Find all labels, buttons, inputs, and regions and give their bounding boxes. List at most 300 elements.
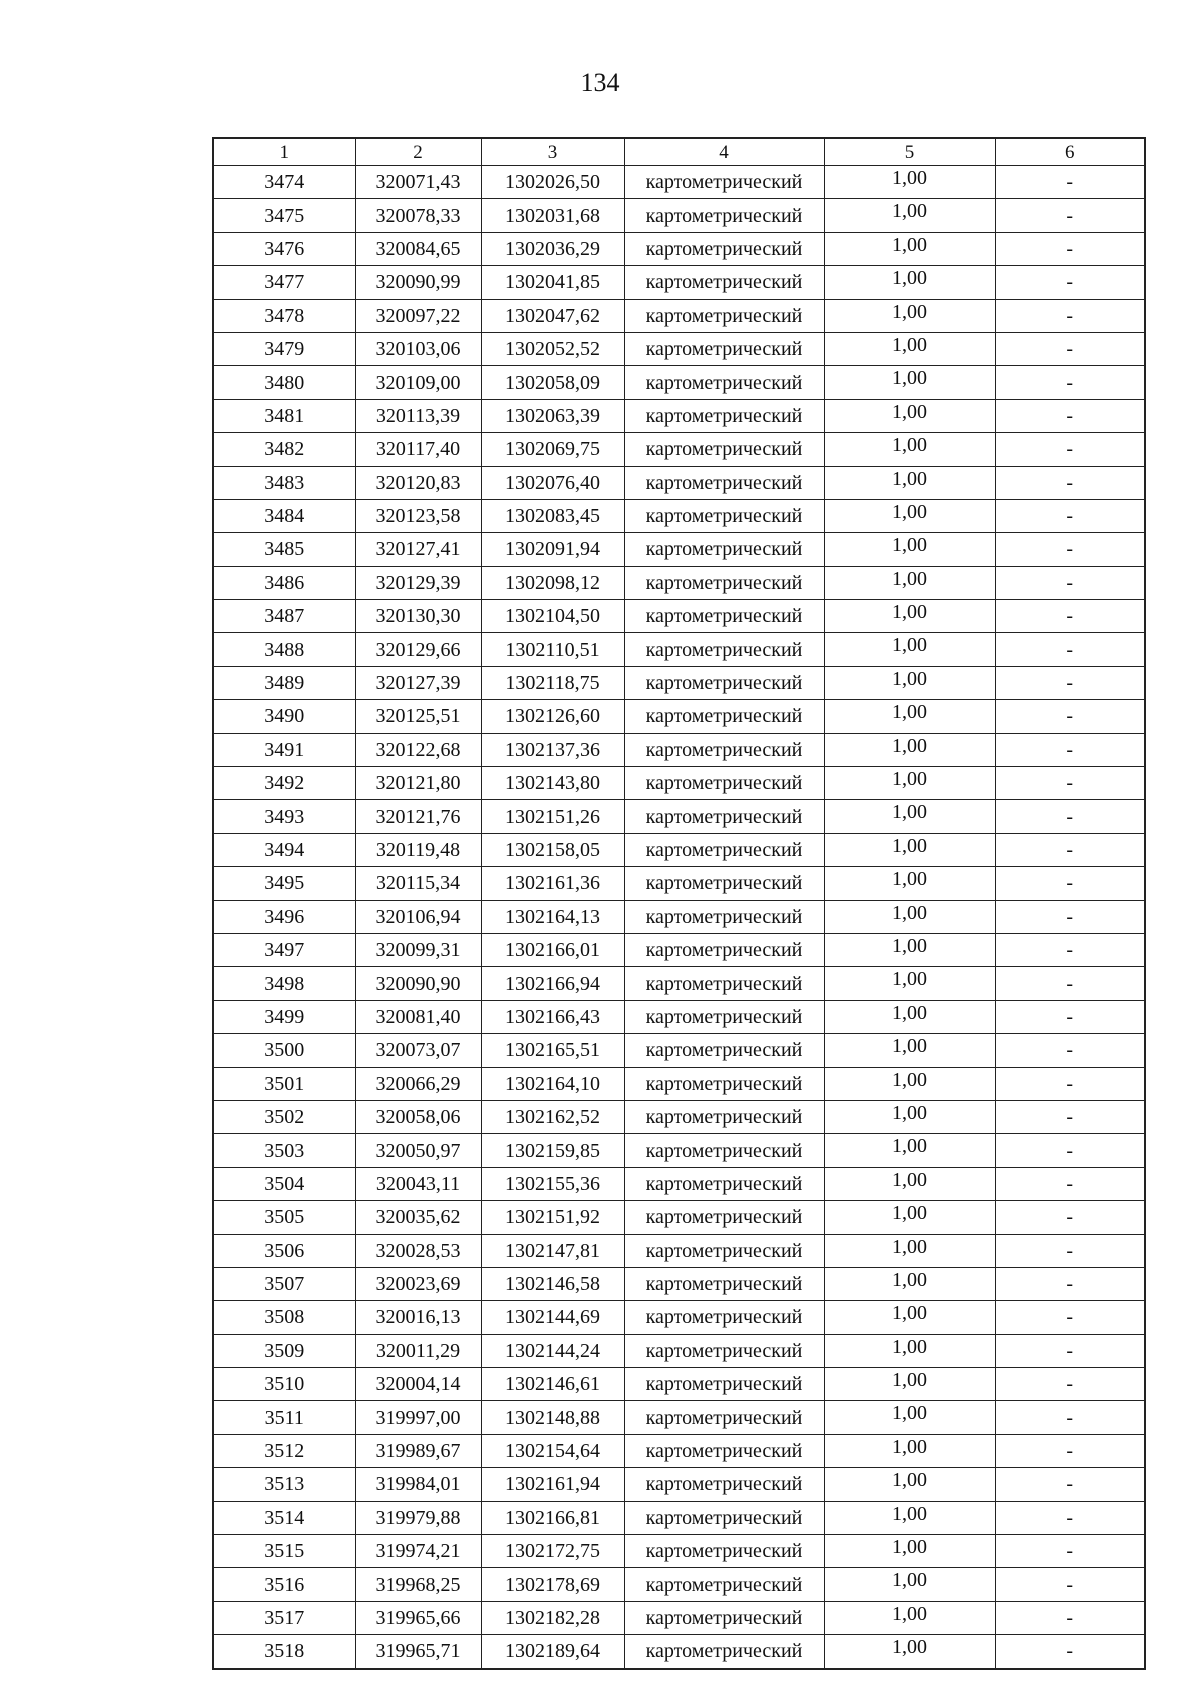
- table-row: [213, 566, 1145, 599]
- table-row: [213, 666, 1145, 699]
- cell-x-coordinate: 320090,90: [355, 967, 481, 1000]
- cell-x-coordinate: 320004,14: [355, 1368, 481, 1401]
- cell-y-coordinate: 1302164,10: [481, 1067, 624, 1100]
- cell-method: картометрический: [624, 733, 824, 766]
- cell-y-coordinate: 1302031,68: [481, 199, 624, 232]
- cell-method: картометрический: [624, 1501, 824, 1534]
- cell-point-number: 3485: [213, 533, 355, 566]
- cell-precision: 1,00: [824, 533, 995, 566]
- cell-y-coordinate: 1302151,26: [481, 800, 624, 833]
- cell-note: -: [995, 566, 1145, 599]
- cell-point-number: 3480: [213, 366, 355, 399]
- cell-y-coordinate: 1302063,39: [481, 399, 624, 432]
- cell-x-coordinate: 320123,58: [355, 499, 481, 532]
- cell-note: -: [995, 1134, 1145, 1167]
- cell-x-coordinate: 320081,40: [355, 1000, 481, 1033]
- table-row: [213, 232, 1145, 265]
- cell-x-coordinate: 320078,33: [355, 199, 481, 232]
- table-row: [213, 332, 1145, 365]
- cell-method: картометрический: [624, 1000, 824, 1033]
- cell-point-number: 3490: [213, 700, 355, 733]
- cell-point-number: 3496: [213, 900, 355, 933]
- cell-y-coordinate: 1302069,75: [481, 433, 624, 466]
- cell-note: -: [995, 1201, 1145, 1234]
- cell-precision: 1,00: [824, 366, 995, 399]
- cell-note: -: [995, 833, 1145, 866]
- cell-point-number: 3491: [213, 733, 355, 766]
- cell-y-coordinate: 1302151,92: [481, 1201, 624, 1234]
- cell-y-coordinate: 1302026,50: [481, 166, 624, 199]
- cell-precision: 1,00: [824, 767, 995, 800]
- cell-x-coordinate: 320023,69: [355, 1267, 481, 1300]
- cell-y-coordinate: 1302166,94: [481, 967, 624, 1000]
- cell-y-coordinate: 1302144,69: [481, 1301, 624, 1334]
- cell-point-number: 3502: [213, 1100, 355, 1133]
- cell-note: -: [995, 1067, 1145, 1100]
- table-row: [213, 600, 1145, 633]
- cell-note: -: [995, 767, 1145, 800]
- cell-point-number: 3498: [213, 967, 355, 1000]
- cell-precision: 1,00: [824, 1134, 995, 1167]
- table-row: [213, 399, 1145, 432]
- cell-precision: 1,00: [824, 499, 995, 532]
- header-cell-1: 1: [213, 138, 355, 166]
- table-row: [213, 1434, 1145, 1467]
- cell-y-coordinate: 1302166,81: [481, 1501, 624, 1534]
- table-row: [213, 1401, 1145, 1434]
- cell-y-coordinate: 1302164,13: [481, 900, 624, 933]
- cell-precision: 1,00: [824, 600, 995, 633]
- table-row: [213, 700, 1145, 733]
- cell-method: картометрический: [624, 1134, 824, 1167]
- cell-point-number: 3476: [213, 232, 355, 265]
- cell-x-coordinate: 320035,62: [355, 1201, 481, 1234]
- cell-x-coordinate: 320016,13: [355, 1301, 481, 1334]
- cell-y-coordinate: 1302161,36: [481, 867, 624, 900]
- cell-y-coordinate: 1302083,45: [481, 499, 624, 532]
- cell-point-number: 3511: [213, 1401, 355, 1434]
- cell-note: -: [995, 533, 1145, 566]
- table-header: [213, 138, 1145, 166]
- cell-point-number: 3484: [213, 499, 355, 532]
- cell-precision: 1,00: [824, 967, 995, 1000]
- cell-precision: 1,00: [824, 199, 995, 232]
- cell-x-coordinate: 320106,94: [355, 900, 481, 933]
- cell-note: -: [995, 499, 1145, 532]
- cell-method: картометрический: [624, 466, 824, 499]
- cell-precision: 1,00: [824, 266, 995, 299]
- cell-precision: 1,00: [824, 1000, 995, 1033]
- cell-note: -: [995, 1368, 1145, 1401]
- table-row: [213, 1234, 1145, 1267]
- table-row: [213, 767, 1145, 800]
- cell-precision: 1,00: [824, 332, 995, 365]
- cell-method: картометрический: [624, 1034, 824, 1067]
- table-row: [213, 466, 1145, 499]
- cell-y-coordinate: 1302047,62: [481, 299, 624, 332]
- cell-point-number: 3492: [213, 767, 355, 800]
- cell-point-number: 3497: [213, 933, 355, 966]
- cell-method: картометрический: [624, 232, 824, 265]
- table-row: [213, 1368, 1145, 1401]
- cell-note: -: [995, 1301, 1145, 1334]
- cell-note: -: [995, 1468, 1145, 1501]
- cell-method: картометрический: [624, 1568, 824, 1601]
- cell-point-number: 3503: [213, 1134, 355, 1167]
- cell-precision: 1,00: [824, 1301, 995, 1334]
- cell-point-number: 3479: [213, 332, 355, 365]
- cell-method: картометрический: [624, 433, 824, 466]
- cell-point-number: 3513: [213, 1468, 355, 1501]
- cell-y-coordinate: 1302189,64: [481, 1635, 624, 1669]
- cell-method: картометрический: [624, 933, 824, 966]
- cell-precision: 1,00: [824, 1535, 995, 1568]
- cell-method: картометрический: [624, 266, 824, 299]
- cell-point-number: 3499: [213, 1000, 355, 1033]
- cell-x-coordinate: 319965,71: [355, 1635, 481, 1669]
- cell-method: картометрический: [624, 800, 824, 833]
- cell-note: -: [995, 633, 1145, 666]
- cell-note: -: [995, 1535, 1145, 1568]
- cell-x-coordinate: 320028,53: [355, 1234, 481, 1267]
- cell-precision: 1,00: [824, 299, 995, 332]
- cell-x-coordinate: 320122,68: [355, 733, 481, 766]
- cell-y-coordinate: 1302137,36: [481, 733, 624, 766]
- header-cell-5: 5: [824, 138, 995, 166]
- page-number: 134: [580, 68, 620, 97]
- cell-note: -: [995, 867, 1145, 900]
- table-row: [213, 1201, 1145, 1234]
- cell-x-coordinate: 319989,67: [355, 1434, 481, 1467]
- cell-y-coordinate: 1302091,94: [481, 533, 624, 566]
- cell-x-coordinate: 319968,25: [355, 1568, 481, 1601]
- cell-x-coordinate: 320125,51: [355, 700, 481, 733]
- cell-point-number: 3512: [213, 1434, 355, 1467]
- cell-point-number: 3494: [213, 833, 355, 866]
- cell-precision: 1,00: [824, 566, 995, 599]
- cell-point-number: 3477: [213, 266, 355, 299]
- cell-note: -: [995, 1334, 1145, 1367]
- cell-method: картометрический: [624, 1401, 824, 1434]
- cell-precision: 1,00: [824, 666, 995, 699]
- cell-note: -: [995, 433, 1145, 466]
- table-row: [213, 867, 1145, 900]
- cell-y-coordinate: 1302058,09: [481, 366, 624, 399]
- table-row: [213, 1568, 1145, 1601]
- cell-point-number: 3507: [213, 1267, 355, 1300]
- header-cell-6: 6: [995, 138, 1145, 166]
- cell-note: -: [995, 1034, 1145, 1067]
- cell-y-coordinate: 1302146,58: [481, 1267, 624, 1300]
- cell-method: картометрический: [624, 1201, 824, 1234]
- cell-y-coordinate: 1302143,80: [481, 767, 624, 800]
- cell-point-number: 3478: [213, 299, 355, 332]
- cell-x-coordinate: 320097,22: [355, 299, 481, 332]
- table-row: [213, 1635, 1145, 1669]
- cell-y-coordinate: 1302098,12: [481, 566, 624, 599]
- cell-y-coordinate: 1302159,85: [481, 1134, 624, 1167]
- cell-precision: 1,00: [824, 1034, 995, 1067]
- cell-precision: 1,00: [824, 1368, 995, 1401]
- table-row: [213, 833, 1145, 866]
- cell-precision: 1,00: [824, 867, 995, 900]
- table-row: [213, 900, 1145, 933]
- cell-x-coordinate: 320071,43: [355, 166, 481, 199]
- cell-method: картометрический: [624, 399, 824, 432]
- cell-note: -: [995, 1267, 1145, 1300]
- cell-y-coordinate: 1302178,69: [481, 1568, 624, 1601]
- cell-point-number: 3483: [213, 466, 355, 499]
- cell-precision: 1,00: [824, 833, 995, 866]
- cell-x-coordinate: 320099,31: [355, 933, 481, 966]
- cell-note: -: [995, 1167, 1145, 1200]
- cell-y-coordinate: 1302146,61: [481, 1368, 624, 1401]
- cell-precision: 1,00: [824, 633, 995, 666]
- cell-precision: 1,00: [824, 733, 995, 766]
- cell-x-coordinate: 320127,39: [355, 666, 481, 699]
- cell-y-coordinate: 1302166,01: [481, 933, 624, 966]
- cell-precision: 1,00: [824, 166, 995, 199]
- cell-precision: 1,00: [824, 399, 995, 432]
- cell-precision: 1,00: [824, 1434, 995, 1467]
- table-row: [213, 199, 1145, 232]
- cell-method: картометрический: [624, 1601, 824, 1634]
- cell-y-coordinate: 1302162,52: [481, 1100, 624, 1133]
- cell-point-number: 3481: [213, 399, 355, 432]
- cell-method: картометрический: [624, 633, 824, 666]
- cell-note: -: [995, 1100, 1145, 1133]
- cell-point-number: 3500: [213, 1034, 355, 1067]
- cell-y-coordinate: 1302182,28: [481, 1601, 624, 1634]
- table-row: [213, 1468, 1145, 1501]
- table-row: [213, 299, 1145, 332]
- table-row: [213, 1267, 1145, 1300]
- cell-note: -: [995, 399, 1145, 432]
- cell-x-coordinate: 320113,39: [355, 399, 481, 432]
- cell-point-number: 3489: [213, 666, 355, 699]
- cell-y-coordinate: 1302172,75: [481, 1535, 624, 1568]
- cell-method: картометрический: [624, 166, 824, 199]
- cell-method: картометрический: [624, 366, 824, 399]
- cell-y-coordinate: 1302076,40: [481, 466, 624, 499]
- cell-precision: 1,00: [824, 1401, 995, 1434]
- cell-x-coordinate: 320120,83: [355, 466, 481, 499]
- table-row: [213, 1134, 1145, 1167]
- cell-method: картометрический: [624, 1100, 824, 1133]
- cell-method: картометрический: [624, 1635, 824, 1669]
- cell-note: -: [995, 800, 1145, 833]
- cell-method: картометрический: [624, 1535, 824, 1568]
- cell-x-coordinate: 320109,00: [355, 366, 481, 399]
- cell-point-number: 3504: [213, 1167, 355, 1200]
- cell-y-coordinate: 1302052,52: [481, 332, 624, 365]
- cell-point-number: 3486: [213, 566, 355, 599]
- cell-note: -: [995, 666, 1145, 699]
- cell-method: картометрический: [624, 1468, 824, 1501]
- cell-method: картометрический: [624, 1434, 824, 1467]
- cell-x-coordinate: 319965,66: [355, 1601, 481, 1634]
- cell-y-coordinate: 1302110,51: [481, 633, 624, 666]
- table-row: [213, 433, 1145, 466]
- cell-method: картометрический: [624, 1167, 824, 1200]
- cell-note: -: [995, 1234, 1145, 1267]
- table-row: [213, 1301, 1145, 1334]
- cell-note: -: [995, 1000, 1145, 1033]
- cell-precision: 1,00: [824, 900, 995, 933]
- cell-point-number: 3493: [213, 800, 355, 833]
- cell-precision: 1,00: [824, 1334, 995, 1367]
- cell-y-coordinate: 1302036,29: [481, 232, 624, 265]
- cell-x-coordinate: 320127,41: [355, 533, 481, 566]
- cell-x-coordinate: 320130,30: [355, 600, 481, 633]
- cell-method: картометрический: [624, 1234, 824, 1267]
- cell-point-number: 3510: [213, 1368, 355, 1401]
- cell-point-number: 3495: [213, 867, 355, 900]
- cell-point-number: 3518: [213, 1635, 355, 1669]
- table-row: [213, 366, 1145, 399]
- cell-precision: 1,00: [824, 1635, 995, 1669]
- cell-x-coordinate: 320058,06: [355, 1100, 481, 1133]
- table-row: [213, 1167, 1145, 1200]
- cell-x-coordinate: 320129,66: [355, 633, 481, 666]
- cell-point-number: 3515: [213, 1535, 355, 1568]
- cell-method: картометрический: [624, 767, 824, 800]
- cell-precision: 1,00: [824, 1100, 995, 1133]
- cell-note: -: [995, 266, 1145, 299]
- cell-point-number: 3516: [213, 1568, 355, 1601]
- cell-point-number: 3474: [213, 166, 355, 199]
- cell-point-number: 3508: [213, 1301, 355, 1334]
- cell-precision: 1,00: [824, 466, 995, 499]
- cell-x-coordinate: 319997,00: [355, 1401, 481, 1434]
- cell-y-coordinate: 1302165,51: [481, 1034, 624, 1067]
- header-cell-3: 3: [481, 138, 624, 166]
- cell-method: картометрический: [624, 1267, 824, 1300]
- header-cell-4: 4: [624, 138, 824, 166]
- cell-note: -: [995, 1434, 1145, 1467]
- cell-note: -: [995, 733, 1145, 766]
- cell-x-coordinate: 320117,40: [355, 433, 481, 466]
- cell-method: картометрический: [624, 199, 824, 232]
- table-row: [213, 266, 1145, 299]
- cell-method: картометрический: [624, 967, 824, 1000]
- cell-x-coordinate: 320121,80: [355, 767, 481, 800]
- cell-method: картометрический: [624, 700, 824, 733]
- cell-note: -: [995, 1401, 1145, 1434]
- cell-note: -: [995, 900, 1145, 933]
- cell-x-coordinate: 319974,21: [355, 1535, 481, 1568]
- cell-x-coordinate: 320121,76: [355, 800, 481, 833]
- cell-point-number: 3487: [213, 600, 355, 633]
- table-row: [213, 1535, 1145, 1568]
- table-row: [213, 967, 1145, 1000]
- cell-note: -: [995, 700, 1145, 733]
- cell-precision: 1,00: [824, 1468, 995, 1501]
- cell-precision: 1,00: [824, 433, 995, 466]
- table-row: [213, 1501, 1145, 1534]
- cell-x-coordinate: 319979,88: [355, 1501, 481, 1534]
- cell-note: -: [995, 299, 1145, 332]
- cell-x-coordinate: 320043,11: [355, 1167, 481, 1200]
- cell-note: -: [995, 466, 1145, 499]
- cell-precision: 1,00: [824, 700, 995, 733]
- cell-method: картометрический: [624, 1368, 824, 1401]
- cell-point-number: 3475: [213, 199, 355, 232]
- cell-method: картометрический: [624, 299, 824, 332]
- cell-precision: 1,00: [824, 1267, 995, 1300]
- cell-method: картометрический: [624, 499, 824, 532]
- cell-y-coordinate: 1302041,85: [481, 266, 624, 299]
- cell-x-coordinate: 320119,48: [355, 833, 481, 866]
- coordinates-table: [212, 137, 1146, 1670]
- table-row: [213, 1601, 1145, 1634]
- table-body: [213, 166, 1145, 1669]
- cell-note: -: [995, 366, 1145, 399]
- cell-method: картометрический: [624, 1301, 824, 1334]
- cell-note: -: [995, 1635, 1145, 1669]
- header-cell-2: 2: [355, 138, 481, 166]
- cell-precision: 1,00: [824, 800, 995, 833]
- cell-point-number: 3482: [213, 433, 355, 466]
- cell-point-number: 3509: [213, 1334, 355, 1367]
- cell-y-coordinate: 1302154,64: [481, 1434, 624, 1467]
- cell-y-coordinate: 1302147,81: [481, 1234, 624, 1267]
- cell-method: картометрический: [624, 533, 824, 566]
- table-row: [213, 1334, 1145, 1367]
- table-row: [213, 1000, 1145, 1033]
- cell-method: картометрический: [624, 666, 824, 699]
- cell-point-number: 3488: [213, 633, 355, 666]
- cell-x-coordinate: 320090,99: [355, 266, 481, 299]
- table-row: [213, 533, 1145, 566]
- cell-y-coordinate: 1302104,50: [481, 600, 624, 633]
- cell-x-coordinate: 320129,39: [355, 566, 481, 599]
- cell-precision: 1,00: [824, 933, 995, 966]
- cell-note: -: [995, 933, 1145, 966]
- cell-precision: 1,00: [824, 1568, 995, 1601]
- cell-x-coordinate: 320011,29: [355, 1334, 481, 1367]
- cell-x-coordinate: 319984,01: [355, 1468, 481, 1501]
- cell-note: -: [995, 1568, 1145, 1601]
- cell-precision: 1,00: [824, 1201, 995, 1234]
- table-row: [213, 166, 1145, 199]
- cell-point-number: 3501: [213, 1067, 355, 1100]
- cell-method: картометрический: [624, 600, 824, 633]
- cell-point-number: 3517: [213, 1601, 355, 1634]
- cell-y-coordinate: 1302144,24: [481, 1334, 624, 1367]
- cell-x-coordinate: 320084,65: [355, 232, 481, 265]
- cell-point-number: 3514: [213, 1501, 355, 1534]
- cell-method: картометрический: [624, 867, 824, 900]
- cell-x-coordinate: 320073,07: [355, 1034, 481, 1067]
- cell-y-coordinate: 1302158,05: [481, 833, 624, 866]
- cell-method: картометрический: [624, 833, 824, 866]
- cell-precision: 1,00: [824, 1501, 995, 1534]
- table-row: [213, 633, 1145, 666]
- cell-note: -: [995, 232, 1145, 265]
- table-row: [213, 933, 1145, 966]
- cell-note: -: [995, 967, 1145, 1000]
- cell-y-coordinate: 1302161,94: [481, 1468, 624, 1501]
- cell-precision: 1,00: [824, 1234, 995, 1267]
- cell-note: -: [995, 199, 1145, 232]
- table-row: [213, 733, 1145, 766]
- cell-note: -: [995, 332, 1145, 365]
- cell-y-coordinate: 1302166,43: [481, 1000, 624, 1033]
- cell-x-coordinate: 320103,06: [355, 332, 481, 365]
- table-row: [213, 800, 1145, 833]
- header-row: [213, 138, 1145, 166]
